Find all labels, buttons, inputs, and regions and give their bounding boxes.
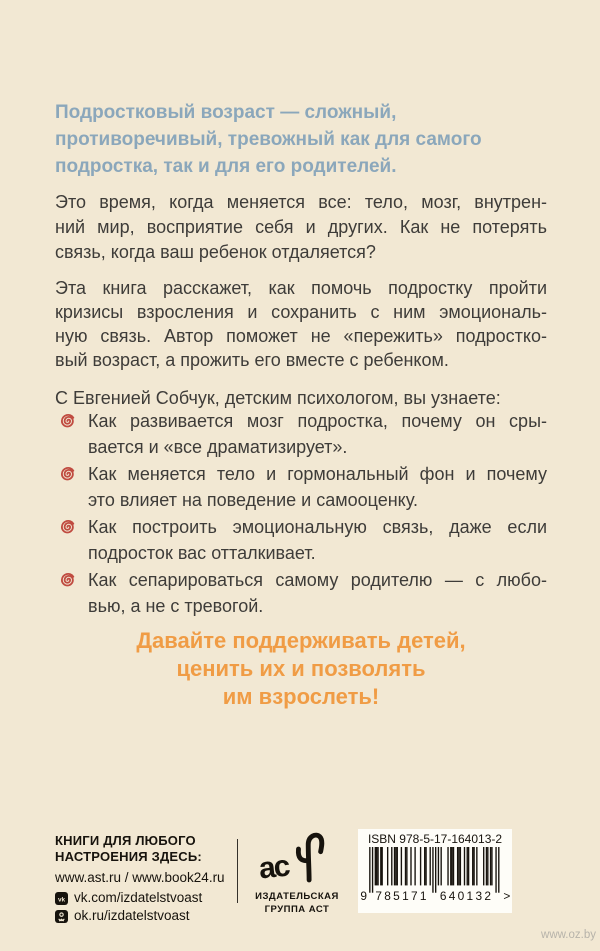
bullet-item: [55, 567, 547, 619]
text-line: подростка, так и для его родителей.: [55, 156, 397, 177]
text-line: Как развивается мозг подростка, почему он сры-: [88, 411, 547, 431]
cta-slogan: [55, 627, 547, 711]
promo-heading: [55, 833, 235, 865]
text-line: ную связь. Автор поможет не «пережить» подростко-: [55, 326, 547, 346]
footer-promo-block: [55, 833, 235, 923]
svg-text:>: >: [503, 889, 510, 904]
text-line: кризисы взросления и сохранить с ним эмоциональ-: [55, 302, 547, 322]
svg-text:vk: vk: [57, 895, 66, 903]
bullet-item: [55, 514, 547, 566]
vk-icon: [55, 892, 68, 905]
bullet-list: [55, 408, 547, 620]
text-line: противоречивый, тревожный как для самого: [55, 129, 482, 150]
text-line: Как сепарироваться самому родителю — с любо-: [88, 570, 547, 590]
bullet-text: [88, 514, 547, 566]
spiral-bullet-icon: [55, 410, 77, 432]
watermark-text: www.oz.by: [541, 929, 596, 941]
bullet-text: [88, 461, 547, 513]
text-line: ГРУППА АСТ: [264, 904, 330, 915]
publisher-websites: www.ast.ru / www.book24.ru: [55, 870, 225, 885]
text-line: ИЗДАТЕЛЬСКАЯ: [255, 891, 339, 902]
bullet-item: [55, 408, 547, 460]
svg-text:9: 9: [360, 889, 367, 904]
text-line: Подростковый возраст — сложный,: [55, 102, 397, 123]
ok-link-row: [55, 909, 235, 923]
bullet-text: [88, 567, 547, 619]
text-line: ценить их и позволять: [176, 656, 426, 681]
intro-heading: [55, 99, 547, 180]
text-line: Как построить эмоциональную связь, даже если: [88, 517, 547, 537]
paragraph-1: [55, 190, 547, 265]
spiral-bullet-icon: [55, 516, 77, 538]
text-line: Эта книга расскажет, как помочь подростку пройти: [55, 278, 547, 298]
footer-divider: [237, 839, 238, 903]
ast-logo-letters: ас: [257, 849, 290, 886]
text-line: ний мир, восприятие себя и других. Как не потерять: [55, 217, 547, 237]
svg-text:640132: 640132: [439, 889, 494, 904]
text-line: Как меняется тело и гормональный фон и почему: [88, 464, 547, 484]
ean13-barcode: [360, 847, 510, 911]
text-line: вается и «все драматизирует».: [88, 437, 348, 457]
publisher-name: [247, 890, 347, 916]
vk-link-row: [55, 891, 235, 905]
barcode-block: [358, 829, 512, 913]
ok-icon: [55, 910, 68, 923]
text-line: связь, когда ваш ребенок отдаляется?: [55, 242, 376, 262]
text-line: вью, а не с тревогой.: [88, 596, 264, 616]
bullet-item: [55, 461, 547, 513]
text-line: это влияет на поведение и самооценку.: [88, 490, 418, 510]
cactus-icon: [287, 829, 333, 885]
spiral-bullet-icon: [55, 463, 77, 485]
svg-text:785171: 785171: [375, 889, 429, 904]
ok-link-text: ok.ru/izdatelstvoast: [74, 908, 190, 923]
text-line: им взрослеть!: [222, 684, 380, 709]
isbn-label: ISBN 978-5-17-164013-2: [367, 832, 503, 846]
publisher-logo-block: [247, 829, 347, 916]
text-line: подросток вас отталкивает.: [88, 543, 316, 563]
lead-in-line: С Евгенией Собчук, детским психологом, вы узнаете:: [55, 388, 501, 408]
ast-logo: [247, 829, 347, 887]
text-line: Давайте поддерживать детей,: [136, 628, 466, 653]
spiral-bullet-icon: [55, 569, 77, 591]
bullet-text: [88, 408, 547, 460]
text-line: Это время, когда меняется все: тело, мозг, внутрен-: [55, 192, 547, 212]
vk-link-text: vk.com/izdatelstvoast: [74, 890, 203, 905]
text-line: КНИГИ ДЛЯ ЛЮБОГО: [55, 833, 196, 848]
paragraph-2: [55, 276, 547, 372]
text-line: вый возраст, а прожить его вместе с ребенком.: [55, 350, 449, 370]
text-line: НАСТРОЕНИЯ ЗДЕСЬ:: [55, 849, 202, 864]
